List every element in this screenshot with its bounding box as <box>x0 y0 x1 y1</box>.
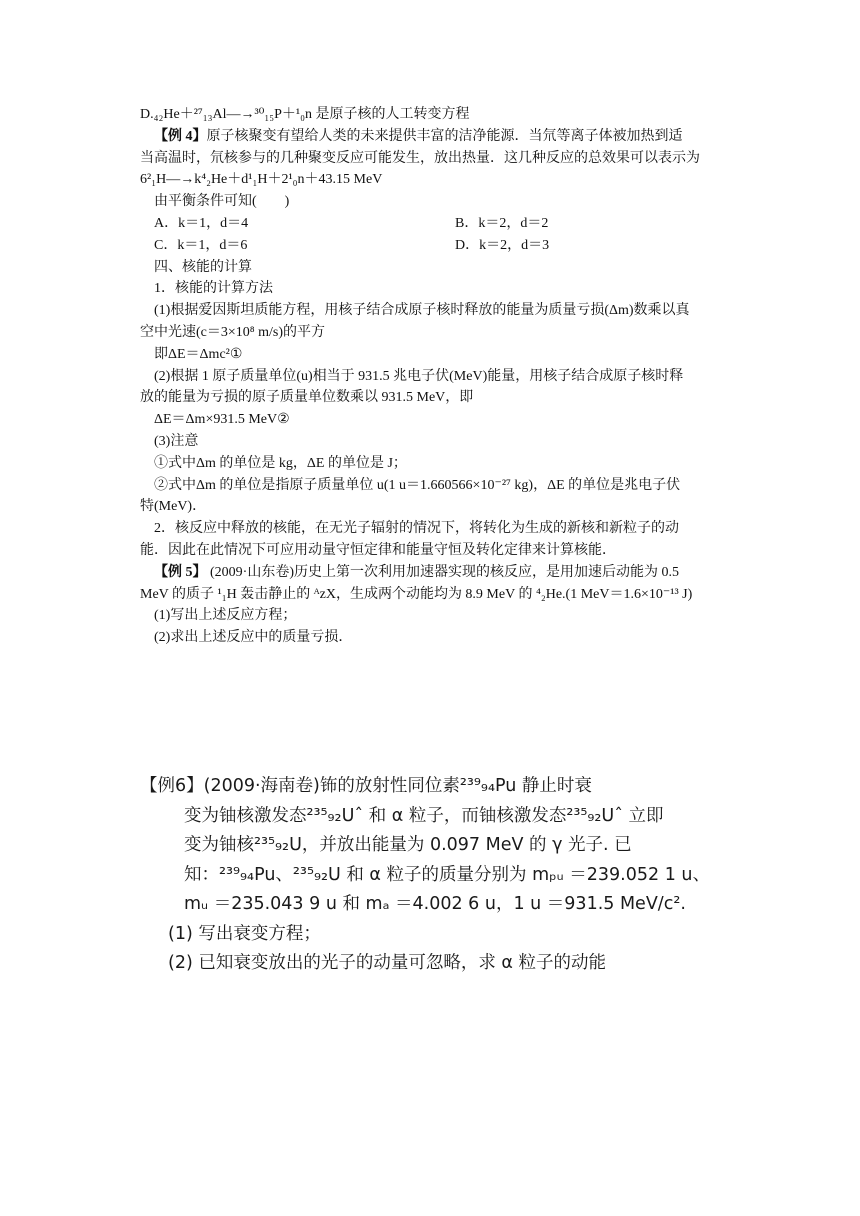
option-c: C．k＝1，d＝6 <box>154 237 248 253</box>
example-4-line-2: 当高温时，氘核参与的几种聚变反应可能发生，放出热量．这几种反应的总效果可以表示为 <box>140 150 700 166</box>
example-6-line-6: (1) 写出衰变方程； <box>168 923 321 944</box>
example-4-question: 由平衡条件可知( ) <box>154 194 290 210</box>
example-6-scanned-image <box>140 772 710 982</box>
example-6-line-2: 变为铀核激发态²³⁵₉₂Uˆ 和 α 粒子，而铀核激发态²³⁵₉₂Uˆ 立即 <box>184 805 664 826</box>
method-2-line-2: 放的能量为亏损的原子质量单位数乘以 931.5 MeV，即 <box>140 390 474 406</box>
option-b: B．k＝2，d＝2 <box>455 215 549 231</box>
note-heading: (3)注意 <box>154 433 199 449</box>
option-a: A．k＝1，d＝4 <box>154 215 249 231</box>
example-5-question-1: (1)写出上述反应方程； <box>154 608 297 624</box>
options-row-2 <box>140 235 740 257</box>
example-4-equation: 6²₁H—→k⁴₂He＋d¹₁H＋2¹₀n＋43.15 MeV <box>140 172 383 188</box>
method-1-line-1: (1)根据爱因斯坦质能方程，用核子结合成原子核时释放的能量为质量亏损(Δm)数乘以真 <box>154 303 690 319</box>
section-heading: 四、核能的计算 <box>154 259 252 275</box>
example-6-line-3: 变为铀核²³⁵₉₂U，并放出能量为 0.097 MeV 的 γ 光子. 已 <box>184 835 632 855</box>
method-2-equation: ΔE＝Δm×931.5 MeV② <box>154 412 290 428</box>
example-4-line-1 <box>140 126 740 148</box>
example-5-line-2: MeV 的质子 ¹₁H 轰击静止的 ᴬᴢX，生成两个动能均为 8.9 MeV 的 ⁴₂He.(1 MeV＝1.6×10⁻¹³ J) <box>140 586 693 602</box>
note-2-line-2: 特(MeV)． <box>140 499 207 515</box>
document-body <box>140 104 740 649</box>
option-d-line: D.₄₂He＋²⁷₁₃Al—→³⁰₁₅P＋¹₀n 是原子核的人工转变方程 <box>140 107 470 122</box>
example-6-line-1: 【例6】(2009·海南卷)钸的放射性同位素²³⁹₉₄Pu 静止时衰 <box>140 776 592 796</box>
example-5-text-1: (2009·山东卷)历史上第一次利用加速器实现的核反应，是用加速后动能为 0.5 <box>206 564 679 580</box>
example-4-text-1: 原子核聚变有望给人类的未来提供丰富的洁净能源．当氘等离子体被加热到适 <box>206 128 683 144</box>
subsection-2-line-1: 2．核反应中释放的核能，在无光子辐射的情况下，将转化为生成的新核和新粒子的动 <box>154 521 679 537</box>
example-5-line-1 <box>140 562 740 584</box>
option-d: D．k＝2，d＝3 <box>455 237 550 253</box>
note-2-line-1: ②式中Δm 的单位是指原子质量单位 u(1 u＝1.660566×10⁻²⁷ kg)，ΔE 的单位是兆电子伏 <box>154 477 681 493</box>
example-6-line-5: mᵤ ＝235.043 9 u 和 mₐ ＝4.002 6 u，1 u ＝931.5 MeV/c². <box>184 894 686 914</box>
example-5-question-2: (2)求出上述反应中的质量亏损． <box>154 630 353 646</box>
subsection-1: 1．核能的计算方法 <box>154 281 273 297</box>
method-1-line-2: 空中光速(c＝3×10⁸ m/s)的平方 <box>140 324 326 340</box>
example-6-line-7: (2) 已知衰变放出的光子的动量可忽略，求 α 粒子的动能 <box>168 953 607 973</box>
note-1: ①式中Δm 的单位是 kg，ΔE 的单位是 J； <box>154 455 407 471</box>
example-5-label: 【例 5】 <box>154 564 207 580</box>
example-4-label: 【例 4】 <box>154 128 207 144</box>
example-6-line-4: 知：²³⁹₉₄Pu、²³⁵₉₂U 和 α 粒子的质量分别为 mₚᵤ ＝239.052 1 u、 <box>184 864 710 885</box>
method-2-line-1: (2)根据 1 原子质量单位(u)相当于 931.5 兆电子伏(MeV)能量，用核子结合成原子核时释 <box>154 368 684 384</box>
options-row-1 <box>140 213 740 235</box>
subsection-2-line-2: 能．因此在此情况下可应用动量守恒定律和能量守恒及转化定律来计算核能． <box>140 542 616 558</box>
method-1-equation: 即ΔE＝Δmc²① <box>154 346 243 362</box>
